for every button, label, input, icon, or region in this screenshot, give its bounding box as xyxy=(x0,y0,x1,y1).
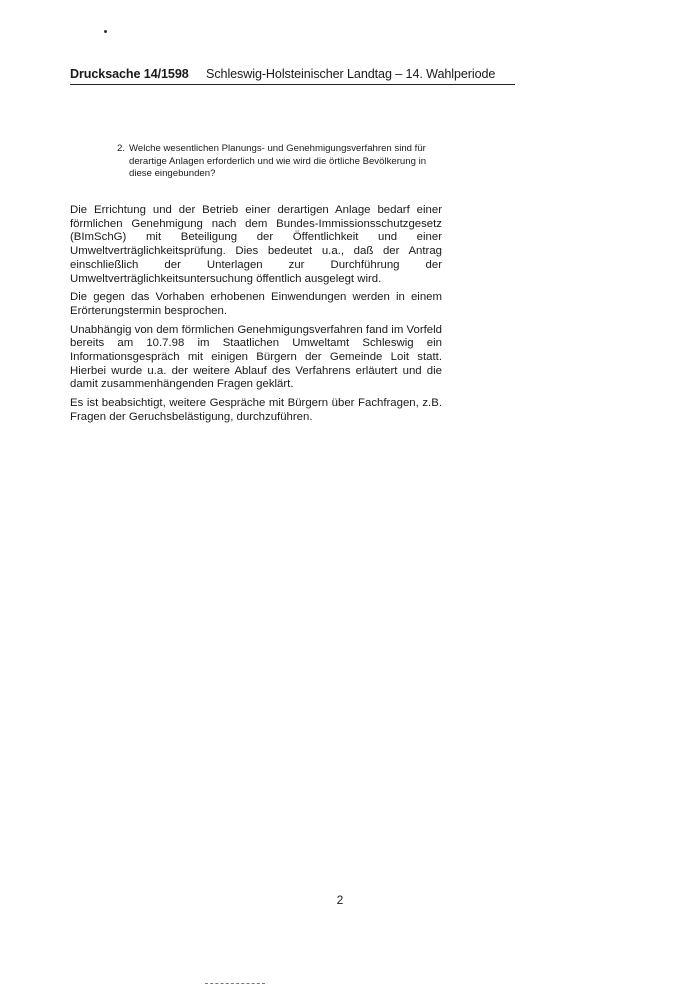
page-header xyxy=(70,67,510,81)
question-block xyxy=(117,143,437,181)
header-title: Schleswig-Holsteinischer Landtag – 14. Wahlperiode xyxy=(206,67,496,81)
document-number: Drucksache 14/1598 xyxy=(70,67,189,81)
question-number: 2. xyxy=(117,143,126,154)
paragraph: Es ist beabsichtigt, weitere Gespräche mit Bürgern über Fachfragen, z.B. Fragen der Geruchsbelästigung, durchzuführen. xyxy=(70,397,442,423)
scan-speck xyxy=(104,30,107,33)
paragraph: Die gegen das Vorhaben erhobenen Einwendungen werden in einem Erörterungstermin besprochen. xyxy=(70,291,442,317)
scan-artifact-line xyxy=(205,983,265,984)
question-text: Welche wesentlichen Planungs- und Genehmigungsverfahren sind für derartige Anlagen erforderlich und wie wird die örtliche Bevölkerung in diese eingebunden? xyxy=(129,143,427,179)
paragraph: Die Errichtung und der Betrieb einer derartigen Anlage bedarf einer förmlichen Genehmigung nach dem Bundes-Immissionsschutzgesetz (BImSchG) mit Beteiligung der Öffentlichkeit und einer Umweltverträglichkeitsprüfung. Dies bedeutet u.a., daß der Antrag einschließlich der Unterlagen zur Durchführung der Umweltverträglichkeitsuntersuchung öffentlich ausgelegt wird. xyxy=(70,204,442,285)
paragraph: Unabhängig von dem förmlichen Genehmigungsverfahren fand im Vorfeld bereits am 10.7.98 im Staatlichen Umweltamt Schleswig ein Informationsgespräch mit einigen Bürgern der Gemeinde Loit statt. Hierbei wurde u.a. der weitere Ablauf des Verfahrens erläutert und die damit zusammenhängenden Fragen geklärt. xyxy=(70,323,442,391)
header-rule xyxy=(70,84,515,85)
answer-body xyxy=(70,204,442,430)
page-number: 2 xyxy=(336,893,344,907)
